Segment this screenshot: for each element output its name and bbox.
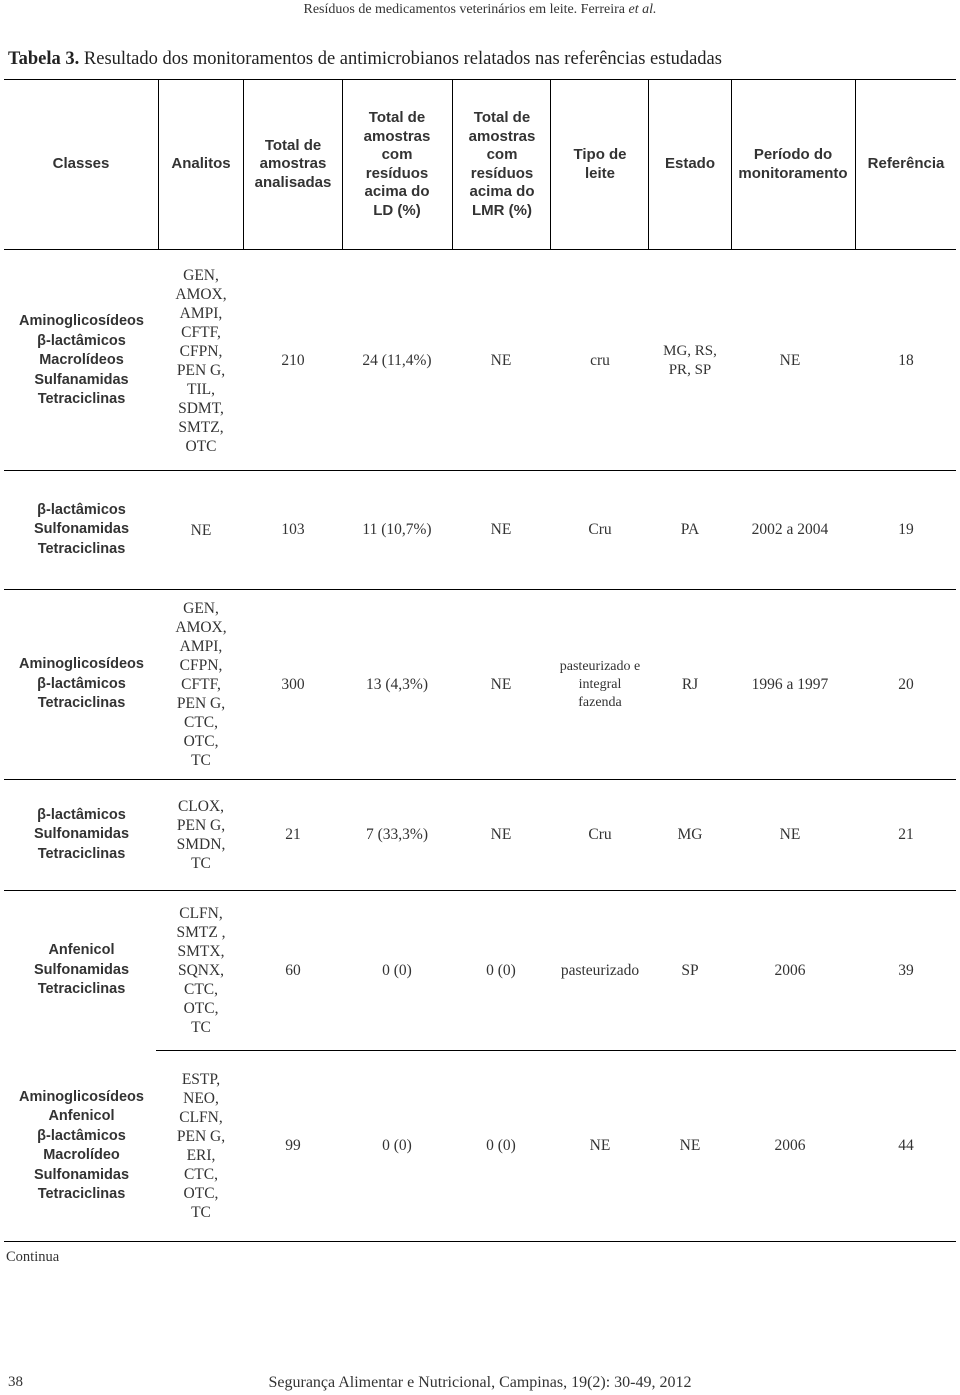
cell-referencia: 21 bbox=[898, 826, 914, 843]
row-separator bbox=[4, 470, 956, 471]
class-name: Sulfonamidas bbox=[33, 1166, 130, 1183]
cell-lmr: 0 (0) bbox=[486, 961, 516, 979]
cell-ld: 0 (0) bbox=[382, 1137, 412, 1154]
running-head-italic: et al. bbox=[628, 2, 657, 17]
analyte-code: SMTX, bbox=[177, 943, 225, 960]
analyte-code: AMOX, bbox=[175, 286, 227, 303]
cell-classes bbox=[4, 590, 159, 779]
table-title bbox=[8, 49, 722, 70]
analyte-code: SDMT, bbox=[178, 400, 224, 417]
cell-lmr: NE bbox=[490, 521, 512, 538]
continua-note: Continua bbox=[6, 1249, 60, 1265]
analyte-code: AMPI, bbox=[179, 638, 223, 655]
analyte-code: OTC bbox=[185, 438, 217, 455]
header-bottom-rule bbox=[4, 249, 956, 250]
class-name: Aminoglicosídeos bbox=[19, 1088, 144, 1105]
table-label: Tabela 3. bbox=[8, 49, 80, 69]
class-name: β-lactâmicos bbox=[37, 501, 126, 518]
cell-ld: 13 (4,3%) bbox=[366, 675, 428, 693]
analyte-code: OTC, bbox=[183, 1185, 219, 1202]
cell-referencia: 44 bbox=[898, 1137, 914, 1154]
journal-footer: Segurança Alimentar e Nutricional, Campinas, 19(2): 30-49, 2012 bbox=[268, 1374, 692, 1391]
class-name: Tetraciclinas bbox=[37, 981, 126, 998]
cell-periodo: 2002 a 2004 bbox=[751, 521, 829, 538]
cell-referencia: 20 bbox=[898, 675, 914, 693]
class-name: Tetraciclinas bbox=[37, 695, 126, 712]
analyte-code: PEN G, bbox=[176, 817, 226, 834]
cell-lmr: 0 (0) bbox=[486, 1137, 516, 1154]
analyte-code: PEN G, bbox=[176, 1128, 226, 1145]
class-name: Sulfonamidas bbox=[33, 826, 130, 843]
analyte-code: TC bbox=[191, 1204, 211, 1221]
row-separator bbox=[4, 890, 956, 891]
table-bottom-rule bbox=[4, 1241, 956, 1242]
analyte-code: TC bbox=[191, 1019, 211, 1036]
cell-total: 300 bbox=[281, 675, 305, 693]
table-row bbox=[0, 471, 960, 589]
cell-classes bbox=[4, 252, 159, 470]
cell-tipo: Cru bbox=[588, 826, 612, 843]
cell-total: 99 bbox=[285, 1137, 301, 1154]
class-name: Sulfonamidas bbox=[33, 521, 130, 538]
cell-lmr: NE bbox=[490, 826, 512, 843]
running-head-text: Resíduos de medicamentos veterinários em leite. Ferreira bbox=[303, 2, 629, 17]
analyte-code: PEN G, bbox=[176, 362, 226, 379]
class-name: Macrolídeo bbox=[43, 1147, 120, 1163]
analyte-code: TIL, bbox=[187, 381, 215, 398]
analyte-code: CLFN, bbox=[179, 1109, 223, 1126]
cell-classes bbox=[4, 1051, 159, 1241]
cell-lmr: NE bbox=[490, 675, 512, 693]
class-name: Anfenicol bbox=[48, 1108, 115, 1124]
cell-tipo: Cru bbox=[588, 521, 612, 538]
class-name: Tetraciclinas bbox=[37, 540, 126, 557]
class-name: Anfenicol bbox=[48, 942, 115, 959]
class-name: β-lactâmicos bbox=[37, 332, 126, 349]
analyte-code: CLOX, bbox=[177, 798, 225, 815]
cell-ld: 7 (33,3%) bbox=[366, 826, 428, 843]
analyte-code: TC bbox=[191, 855, 211, 872]
cell-estado: NE bbox=[679, 1137, 701, 1154]
table-caption: Resultado dos monitoramentos de antimicrobianos relatados nas referências estudadas bbox=[83, 49, 722, 69]
analyte-code: SMTZ , bbox=[176, 924, 226, 941]
analyte-code: PEN G, bbox=[176, 695, 226, 712]
cell-total: 210 bbox=[281, 352, 305, 369]
table-row bbox=[0, 252, 960, 470]
analyte-code: AMOX, bbox=[175, 619, 227, 636]
cell-referencia: 19 bbox=[898, 521, 914, 538]
analyte-code: CTC, bbox=[183, 1166, 218, 1183]
header-analitos: Analitos bbox=[171, 155, 231, 173]
page-number: 38 bbox=[8, 1374, 23, 1390]
header-estado: Estado bbox=[664, 155, 715, 173]
analyte-code: CTC, bbox=[183, 714, 219, 731]
table-row bbox=[0, 590, 960, 779]
class-name: β-lactâmicos bbox=[37, 1127, 126, 1144]
analyte-code: CFTF, bbox=[181, 324, 221, 341]
cell-estado: MG bbox=[677, 826, 703, 843]
cell-total: 21 bbox=[285, 826, 301, 843]
cell-ld: 11 (10,7%) bbox=[362, 521, 432, 538]
cell-analitos bbox=[158, 780, 244, 890]
analyte-code: CTC, bbox=[183, 981, 219, 998]
analyte-code: CFPN, bbox=[179, 343, 223, 360]
header-divider bbox=[243, 79, 244, 249]
cell-periodo: 1996 a 1997 bbox=[751, 675, 829, 693]
class-name: Sulfonamidas bbox=[33, 961, 130, 978]
class-name: Tetraciclinas bbox=[37, 391, 126, 408]
cell-classes bbox=[4, 780, 159, 890]
analyte-code: NE bbox=[190, 521, 212, 539]
header-divider bbox=[550, 79, 551, 249]
header-divider bbox=[342, 79, 343, 249]
cell-analitos bbox=[158, 1051, 244, 1241]
analyte-code: ERI, bbox=[186, 1147, 216, 1164]
cell-tipo: cru bbox=[590, 352, 610, 369]
cell-referencia: 39 bbox=[898, 961, 914, 979]
class-name: β-lactâmicos bbox=[37, 806, 126, 823]
cell-analitos bbox=[158, 252, 244, 470]
cell-tipo: NE bbox=[589, 1137, 611, 1154]
analyte-code: OTC, bbox=[183, 733, 219, 750]
cell-classes bbox=[4, 891, 159, 1050]
header-ld: Total de amostras com resíduos acima do LD (%) bbox=[363, 109, 431, 219]
cell-estado: SP bbox=[681, 961, 699, 979]
cell-periodo: 2006 bbox=[774, 961, 806, 979]
cell-periodo: NE bbox=[779, 826, 801, 843]
header-tipo: Tipo de leite bbox=[573, 146, 627, 182]
analyte-code: GEN, bbox=[183, 600, 219, 617]
row-separator bbox=[4, 589, 956, 590]
cell-lmr: NE bbox=[490, 352, 512, 369]
header-classes: Classes bbox=[52, 155, 110, 173]
cell-total: 103 bbox=[281, 521, 305, 538]
table-row bbox=[0, 1051, 960, 1241]
table-row bbox=[0, 891, 960, 1050]
class-name: β-lactâmicos bbox=[37, 675, 126, 692]
class-name: Aminoglicosídeos bbox=[19, 313, 144, 330]
cell-periodo: NE bbox=[779, 352, 801, 369]
analyte-code: SQNX, bbox=[177, 962, 225, 979]
class-name: Tetraciclinas bbox=[37, 1186, 126, 1202]
analyte-code: OTC, bbox=[183, 1000, 219, 1017]
cell-referencia: 18 bbox=[898, 352, 914, 369]
table-row bbox=[0, 780, 960, 890]
analyte-code: AMPI, bbox=[179, 305, 223, 322]
cell-tipo: pasteurizado e integral fazenda bbox=[559, 658, 641, 710]
cell-analitos bbox=[158, 891, 244, 1050]
cell-total: 60 bbox=[285, 961, 301, 979]
analyte-code: ESTP, bbox=[181, 1071, 221, 1088]
class-name: Aminoglicosídeos bbox=[19, 656, 144, 673]
analyte-code: CFTF, bbox=[181, 676, 221, 693]
cell-classes bbox=[4, 471, 159, 589]
running-head bbox=[0, 2, 960, 18]
class-name: Tetraciclinas bbox=[37, 845, 126, 862]
analyte-code: NEO, bbox=[183, 1090, 219, 1107]
header-periodo: Período do monitoramento bbox=[738, 146, 848, 182]
cell-estado: RJ bbox=[681, 675, 699, 693]
analyte-code: CLFN, bbox=[179, 905, 223, 922]
cell-tipo: pasteurizado bbox=[560, 961, 640, 979]
cell-estado: PA bbox=[680, 521, 700, 538]
header-total: Total de amostras analisadas bbox=[254, 136, 332, 191]
cell-periodo: 2006 bbox=[774, 1137, 806, 1154]
header-lmr: Total de amostras com resíduos acima do LMR (%) bbox=[468, 109, 536, 219]
class-name: Sulfanamidas bbox=[34, 371, 129, 388]
header-divider bbox=[731, 79, 732, 249]
cell-estado: MG, RS, PR, SP bbox=[663, 343, 717, 378]
cell-ld: 0 (0) bbox=[382, 961, 412, 979]
row-separator bbox=[156, 1050, 956, 1051]
class-name: Macrolídeos bbox=[39, 352, 124, 369]
header-divider bbox=[452, 79, 453, 249]
analyte-code: CFPN, bbox=[179, 657, 223, 674]
cell-analitos bbox=[158, 471, 244, 589]
header-referencia: Referência bbox=[867, 155, 945, 173]
analyte-code: TC bbox=[191, 752, 211, 769]
analyte-code: GEN, bbox=[183, 267, 219, 284]
cell-ld: 24 (11,4%) bbox=[362, 352, 432, 369]
row-separator bbox=[4, 779, 956, 780]
analyte-code: SMDN, bbox=[176, 836, 226, 853]
analyte-code: SMTZ, bbox=[178, 419, 224, 436]
cell-analitos bbox=[158, 590, 244, 779]
